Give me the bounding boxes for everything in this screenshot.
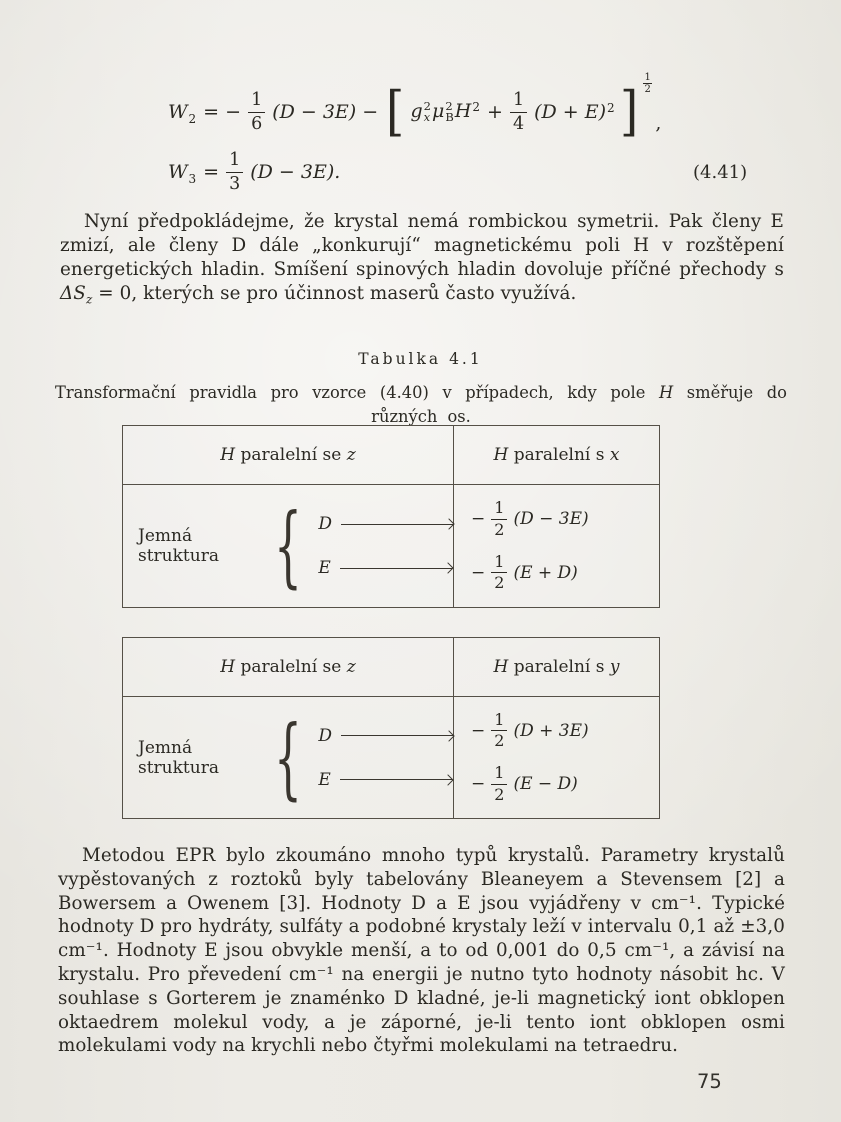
table-2-header-left: H paralelní se z — [220, 657, 356, 677]
eq-w2-rel: = − — [203, 101, 242, 123]
table-1-row-label: Jemná struktura — [138, 526, 219, 566]
table-1-left-cell: Jemná struktura { D E — [123, 485, 453, 607]
transformation-table-1 — [122, 425, 660, 608]
eq-w2-inner: g 2 x μ 2 B $H^2$ — [410, 98, 481, 125]
table-2-result-e: − $\frac{1}{2}$ (E − D) — [471, 763, 578, 804]
eq-w3-term: (D − 3E). — [250, 161, 341, 183]
table-2-mapping-e: E — [318, 770, 453, 790]
right-arrow-icon — [442, 562, 453, 573]
table-1-mapping-e: E — [318, 558, 453, 578]
fraction-one-quarter: $\frac{1}{4}$ — [510, 90, 527, 133]
table-2-header-row — [123, 638, 659, 697]
paragraph-2: Metodou EPR bylo zkoumáno mnoho typů krystalů. Parametry krystalů vypěstovaných z roztoků byly tabelovány Bleaneyem a Stevensem [2] a Bowersem a Owenem [3]. Hodnoty D a E jsou vyjádřeny v cm⁻¹. Typické hodnoty D pro hydráty, sulfáty a podobné krystaly leží v intervalu 0,1 až ±3,0 cm⁻¹. Hodnoty E jsou obvykle menší, a to od 0,001 do 0,5 cm⁻¹, a závisí na krystalu. Pro převedení cm⁻¹ na energii je nutno tyto hodnoty násobit hc. V souhlase s Gorterem je znaménko D kladné, je-li magnetický iont obklopen oktaedrem molekul vody, a je záporné, je-li tento iont obklopen osmi molekulami vody na krychli nebo čtyřmi molekulami na tetraedru. — [58, 845, 785, 1057]
table-caption-h-variable: H — [658, 383, 674, 402]
delta-s-variable: ΔS — [60, 283, 86, 304]
table-2-row-label: Jemná struktura — [138, 737, 219, 778]
equation-w3 — [168, 148, 340, 196]
right-arrow-icon — [442, 774, 453, 785]
table-2-result-d: − $\frac{1}{2}$ (D + 3E) — [471, 709, 589, 751]
table-caption — [55, 381, 787, 429]
table-1-header-right: H paralelní s x — [453, 426, 659, 484]
fraction-one-sixth: $\frac{1}{6}$ — [248, 90, 265, 133]
paragraph-1-text-a: Nyní předpokládejme, že krystal nemá rombickou symetrii. Pak členy E zmizí, ale členy D dále „konkurují“ magnetickému poli H v rozštěpení energetických hladin. Smíšení spinových hladin dovoluje příčné přechody s — [60, 211, 784, 280]
arrow-shaft — [341, 524, 453, 525]
table-caption-text-a: Transformační pravidla pro vzorce (4.40) v případech, kdy pole — [55, 383, 659, 402]
delta-s-subscript: z — [85, 292, 93, 307]
paragraph-1-text-b: = 0, kterých se pro účinnost maserů často využívá. — [92, 283, 577, 304]
table-1-right-cell — [453, 485, 659, 607]
table-1-result-d: − $\frac{1}{2}$ (D − 3E) — [471, 498, 589, 539]
table-2-body — [123, 697, 659, 818]
table-2-left-cell: Jemná struktura { D E — [123, 697, 453, 818]
table-1-mapping-d: D — [318, 514, 453, 534]
table-2-mapping-d: D — [318, 726, 453, 746]
arrow-shaft — [341, 735, 453, 736]
exponent-one-half: 1 2 — [644, 72, 651, 95]
table-2-header-right: H paralelní s y — [453, 638, 659, 696]
eq-w3-rel: = — [203, 161, 220, 183]
eq-w2-term2: $(D + E)^2$ — [534, 101, 615, 123]
eq-w2-lhs: $W_2$ — [168, 101, 197, 126]
arrow-shaft — [340, 568, 452, 569]
page-number: 75 — [697, 1070, 722, 1093]
eq-w2-term1: (D − 3E) − — [272, 101, 379, 123]
equation-number: (4.41) — [693, 162, 748, 183]
eq-w2-comma: , — [655, 112, 662, 134]
table-caption-text-b: směřuje do různých os. — [371, 383, 787, 426]
table-1-body — [123, 485, 659, 607]
transformation-table-2 — [122, 637, 660, 819]
fraction-one-third: $\frac{1}{3}$ — [226, 150, 243, 193]
eq-w2-plus: + — [487, 101, 503, 123]
equation-w2: $W_2$ = − $\frac{1}{6}$ (D − 3E) − [ g 2 x μ 2 B $H^2$ + $\frac{1}{4}$ $(D + E)^2$ ] 1 2 , — [168, 72, 662, 143]
table-2-right-cell — [453, 697, 659, 818]
arrow-shaft — [340, 779, 452, 780]
eq-w3-lhs: $W_3$ — [168, 161, 197, 186]
table-1-header-left: H paralelní se z — [220, 445, 356, 465]
table-heading: Tabulka 4.1 — [358, 350, 483, 368]
paragraph-1 — [60, 210, 784, 312]
table-1-result-e: − $\frac{1}{2}$ (E + D) — [471, 552, 578, 593]
table-1-header-row — [123, 426, 659, 485]
